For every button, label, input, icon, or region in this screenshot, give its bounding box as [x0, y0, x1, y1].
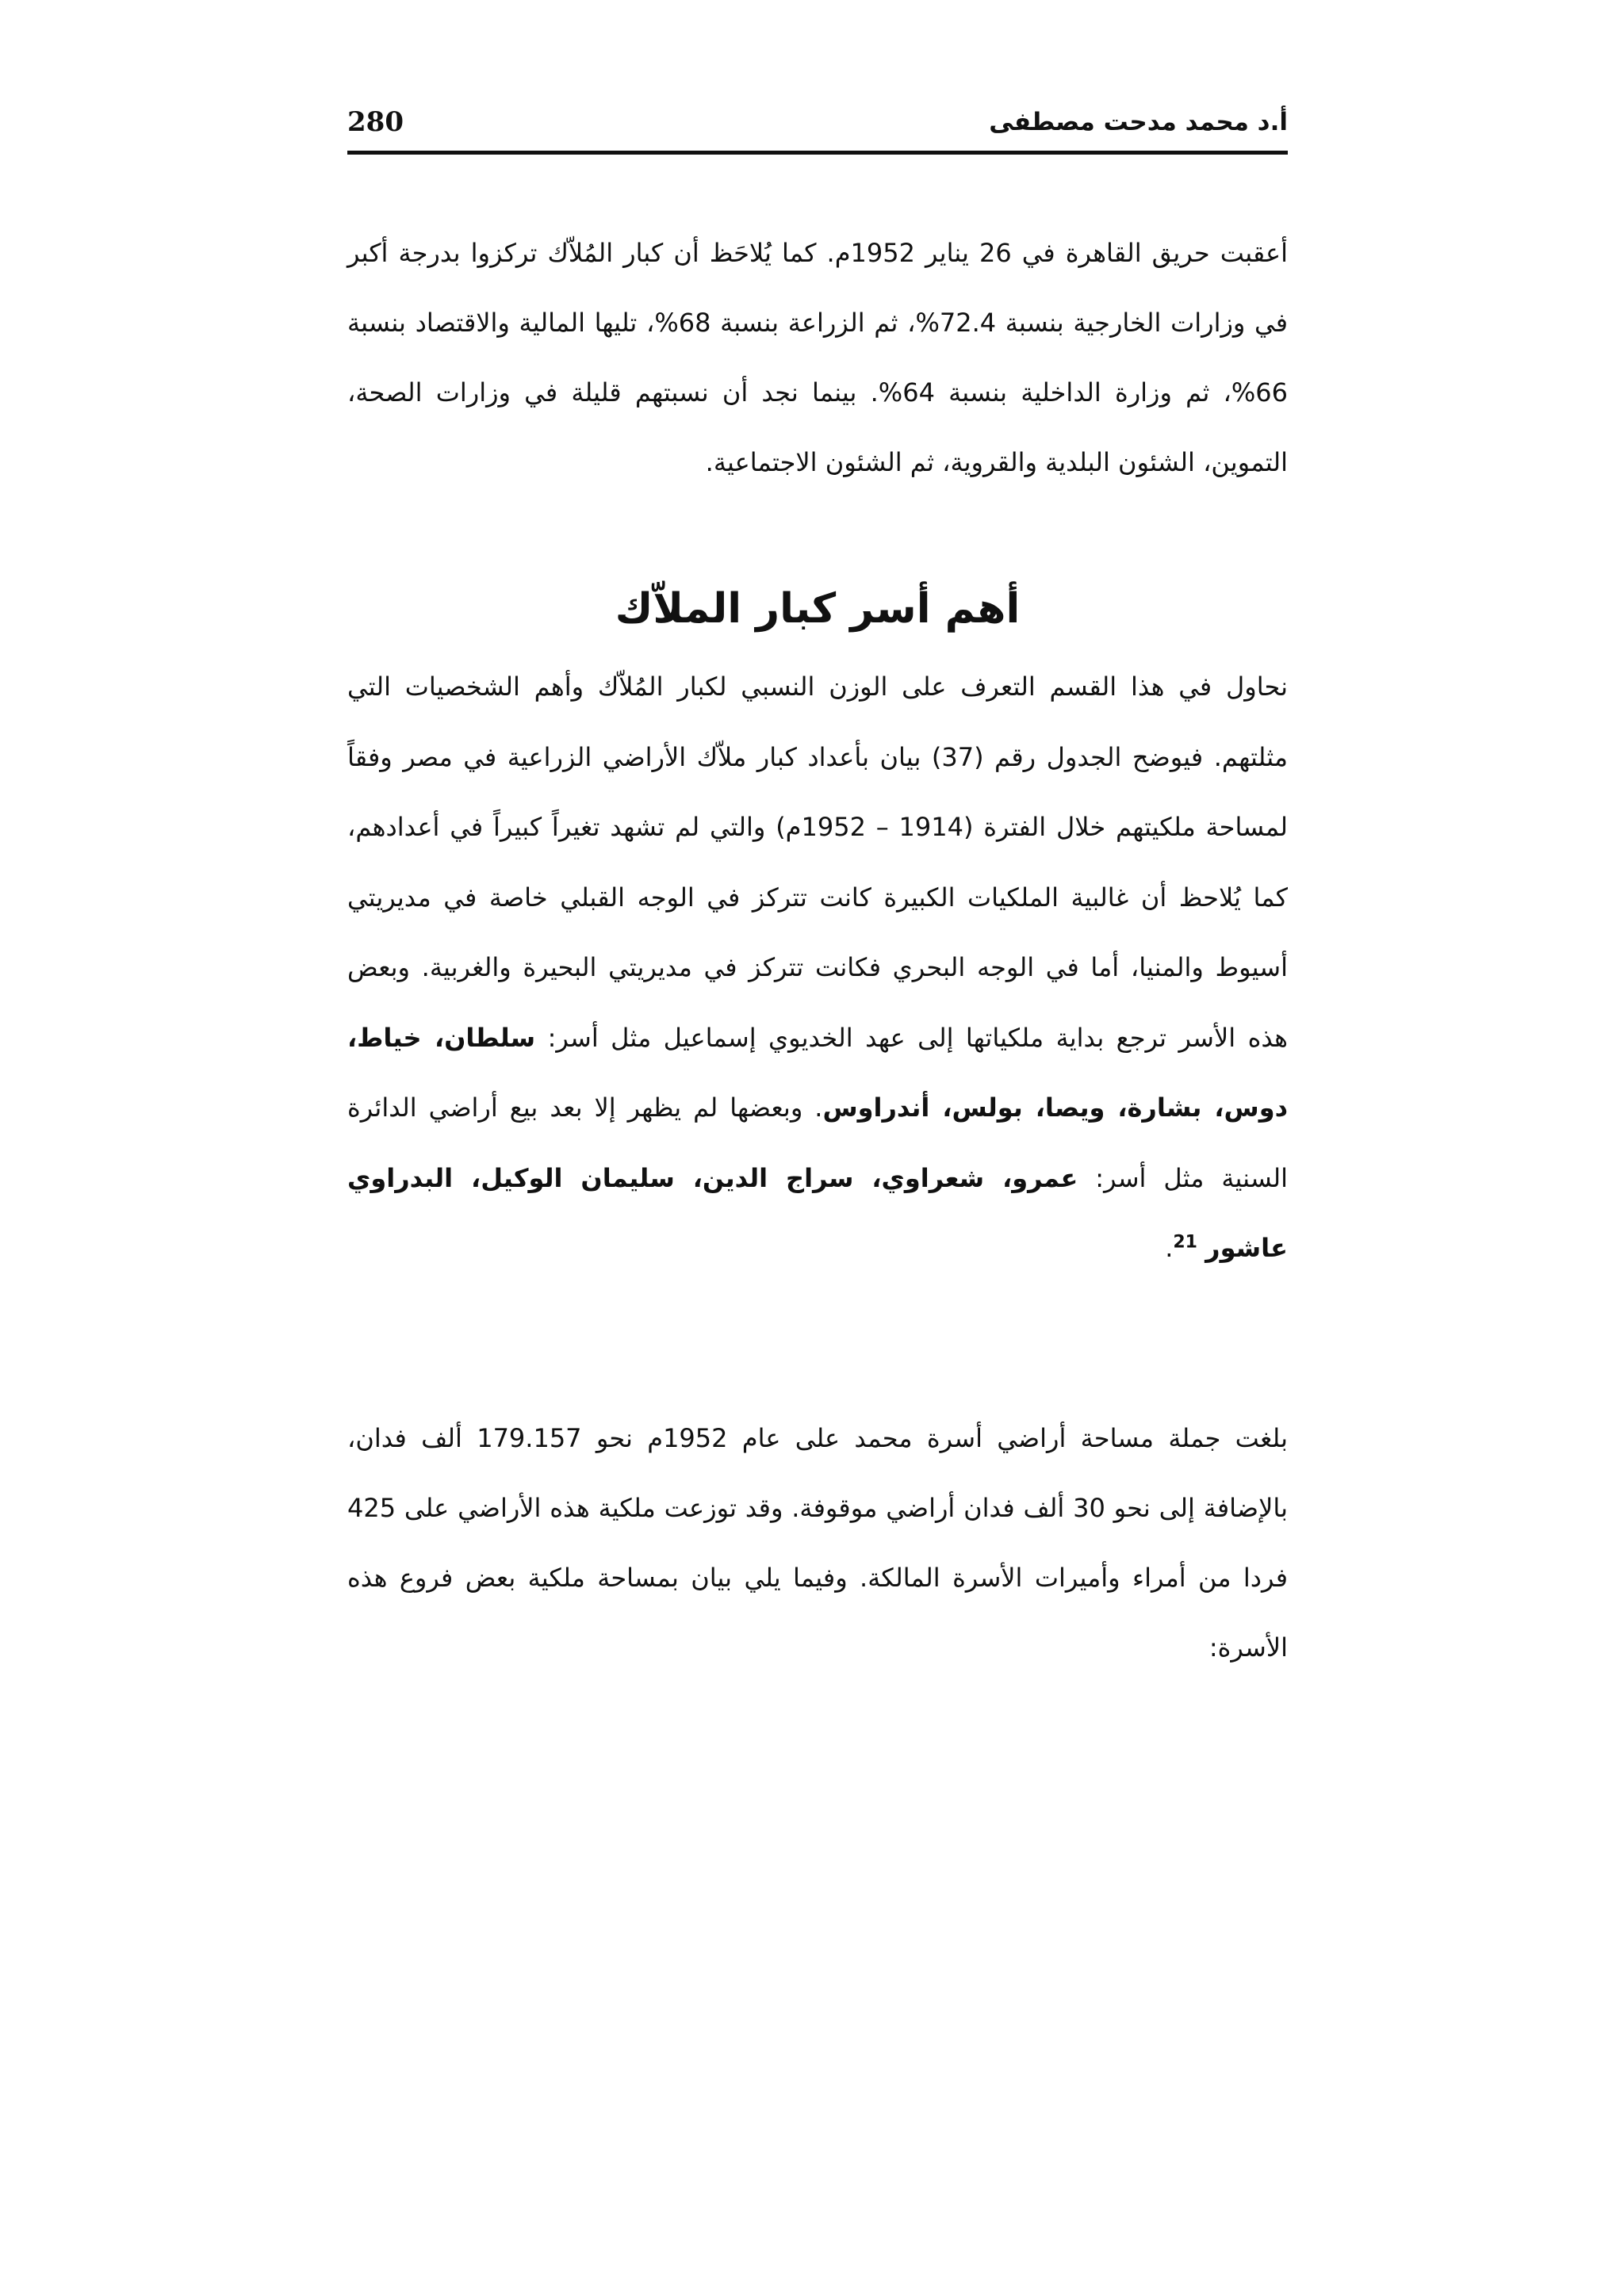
paragraph-3: بلغت جملة مساحة أراضي أسرة محمد على عام 1952م نحو 179.157 ألف فدان، بالإضافة إلى نحو 30 ألف فدان أراضي موقوفة. وقد توزعت ملكية هذه الأراضي على 425 فردا من أمراء وأميرات الأسرة المالكة. وفيما يلي بيان بمساحة ملكية بعض فروع هذه الأسرة:: [347, 1423, 1289, 1663]
page-header: [347, 103, 1288, 155]
header-author: أ.د محمد مدحت مصطفى: [989, 108, 1288, 136]
paragraph-1: أعقبت حريق القاهرة في 26 يناير 1952م. كما يُلاحَظ أن كبار المُلاّك تركزوا بدرجة أكبر في وزارات الخارجية بنسبة 72.4%، ثم الزراعة بنسبة 68%، تليها المالية والاقتصاد بنسبة 66%، ثم وزارة الداخلية بنسبة 64%. بينما نجد أن نسبتهم قليلة في وزارات الصحة، التموين، الشئون البلدية والقروية، ثم الشئون الاجتماعية.: [347, 238, 1289, 477]
page-number: 280: [347, 106, 404, 138]
paragraph-2-end: .: [1165, 1233, 1174, 1263]
paragraph-2-text-a: نحاول في هذا القسم التعرف على الوزن النسبي لكبار المُلاّك وأهم الشخصيات التي مثلتهم. فيوضح الجدول رقم (37) بيان بأعداد كبار ملاّك الأراضي الزراعية في مصر وفقاً لمساحة ملكيتهم خلال الفترة (1914 – 1952م) والتي لم تشهد تغيراً كبيراً في أعدادهم، كما يُلاحظ أن غالبية الملكيات الكبيرة كانت تتركز في الوجه القبلي خاصة في مديريتي أسيوط والمنيا، أما في الوجه البحري فكانت تتركز في مديريتي البحيرة والغربية. وبعض هذه الأسر ترجع بداية ملكياتها إلى عهد الخديوي إسماعيل مثل أسر:: [347, 672, 1289, 1053]
section-title: أهم أسر كبار الملاّك: [615, 585, 1021, 633]
families-list-a: سلطان، خياط، دوس، بشارة، ويصا، بولس، أندراوس: [347, 1022, 1288, 1123]
paragraph-2: [347, 652, 1288, 1284]
footnote-marker: 21: [1173, 1232, 1197, 1253]
paragraph-2-text-b: . وبعضها لم يظهر إلا بعد بيع أراضي الدائرة السنية مثل أسر:: [347, 1093, 1289, 1193]
families-list-b: عمرو، شعراوي، سراج الدين، سليمان الوكيل، البدراوي عاشور: [347, 1162, 1288, 1263]
